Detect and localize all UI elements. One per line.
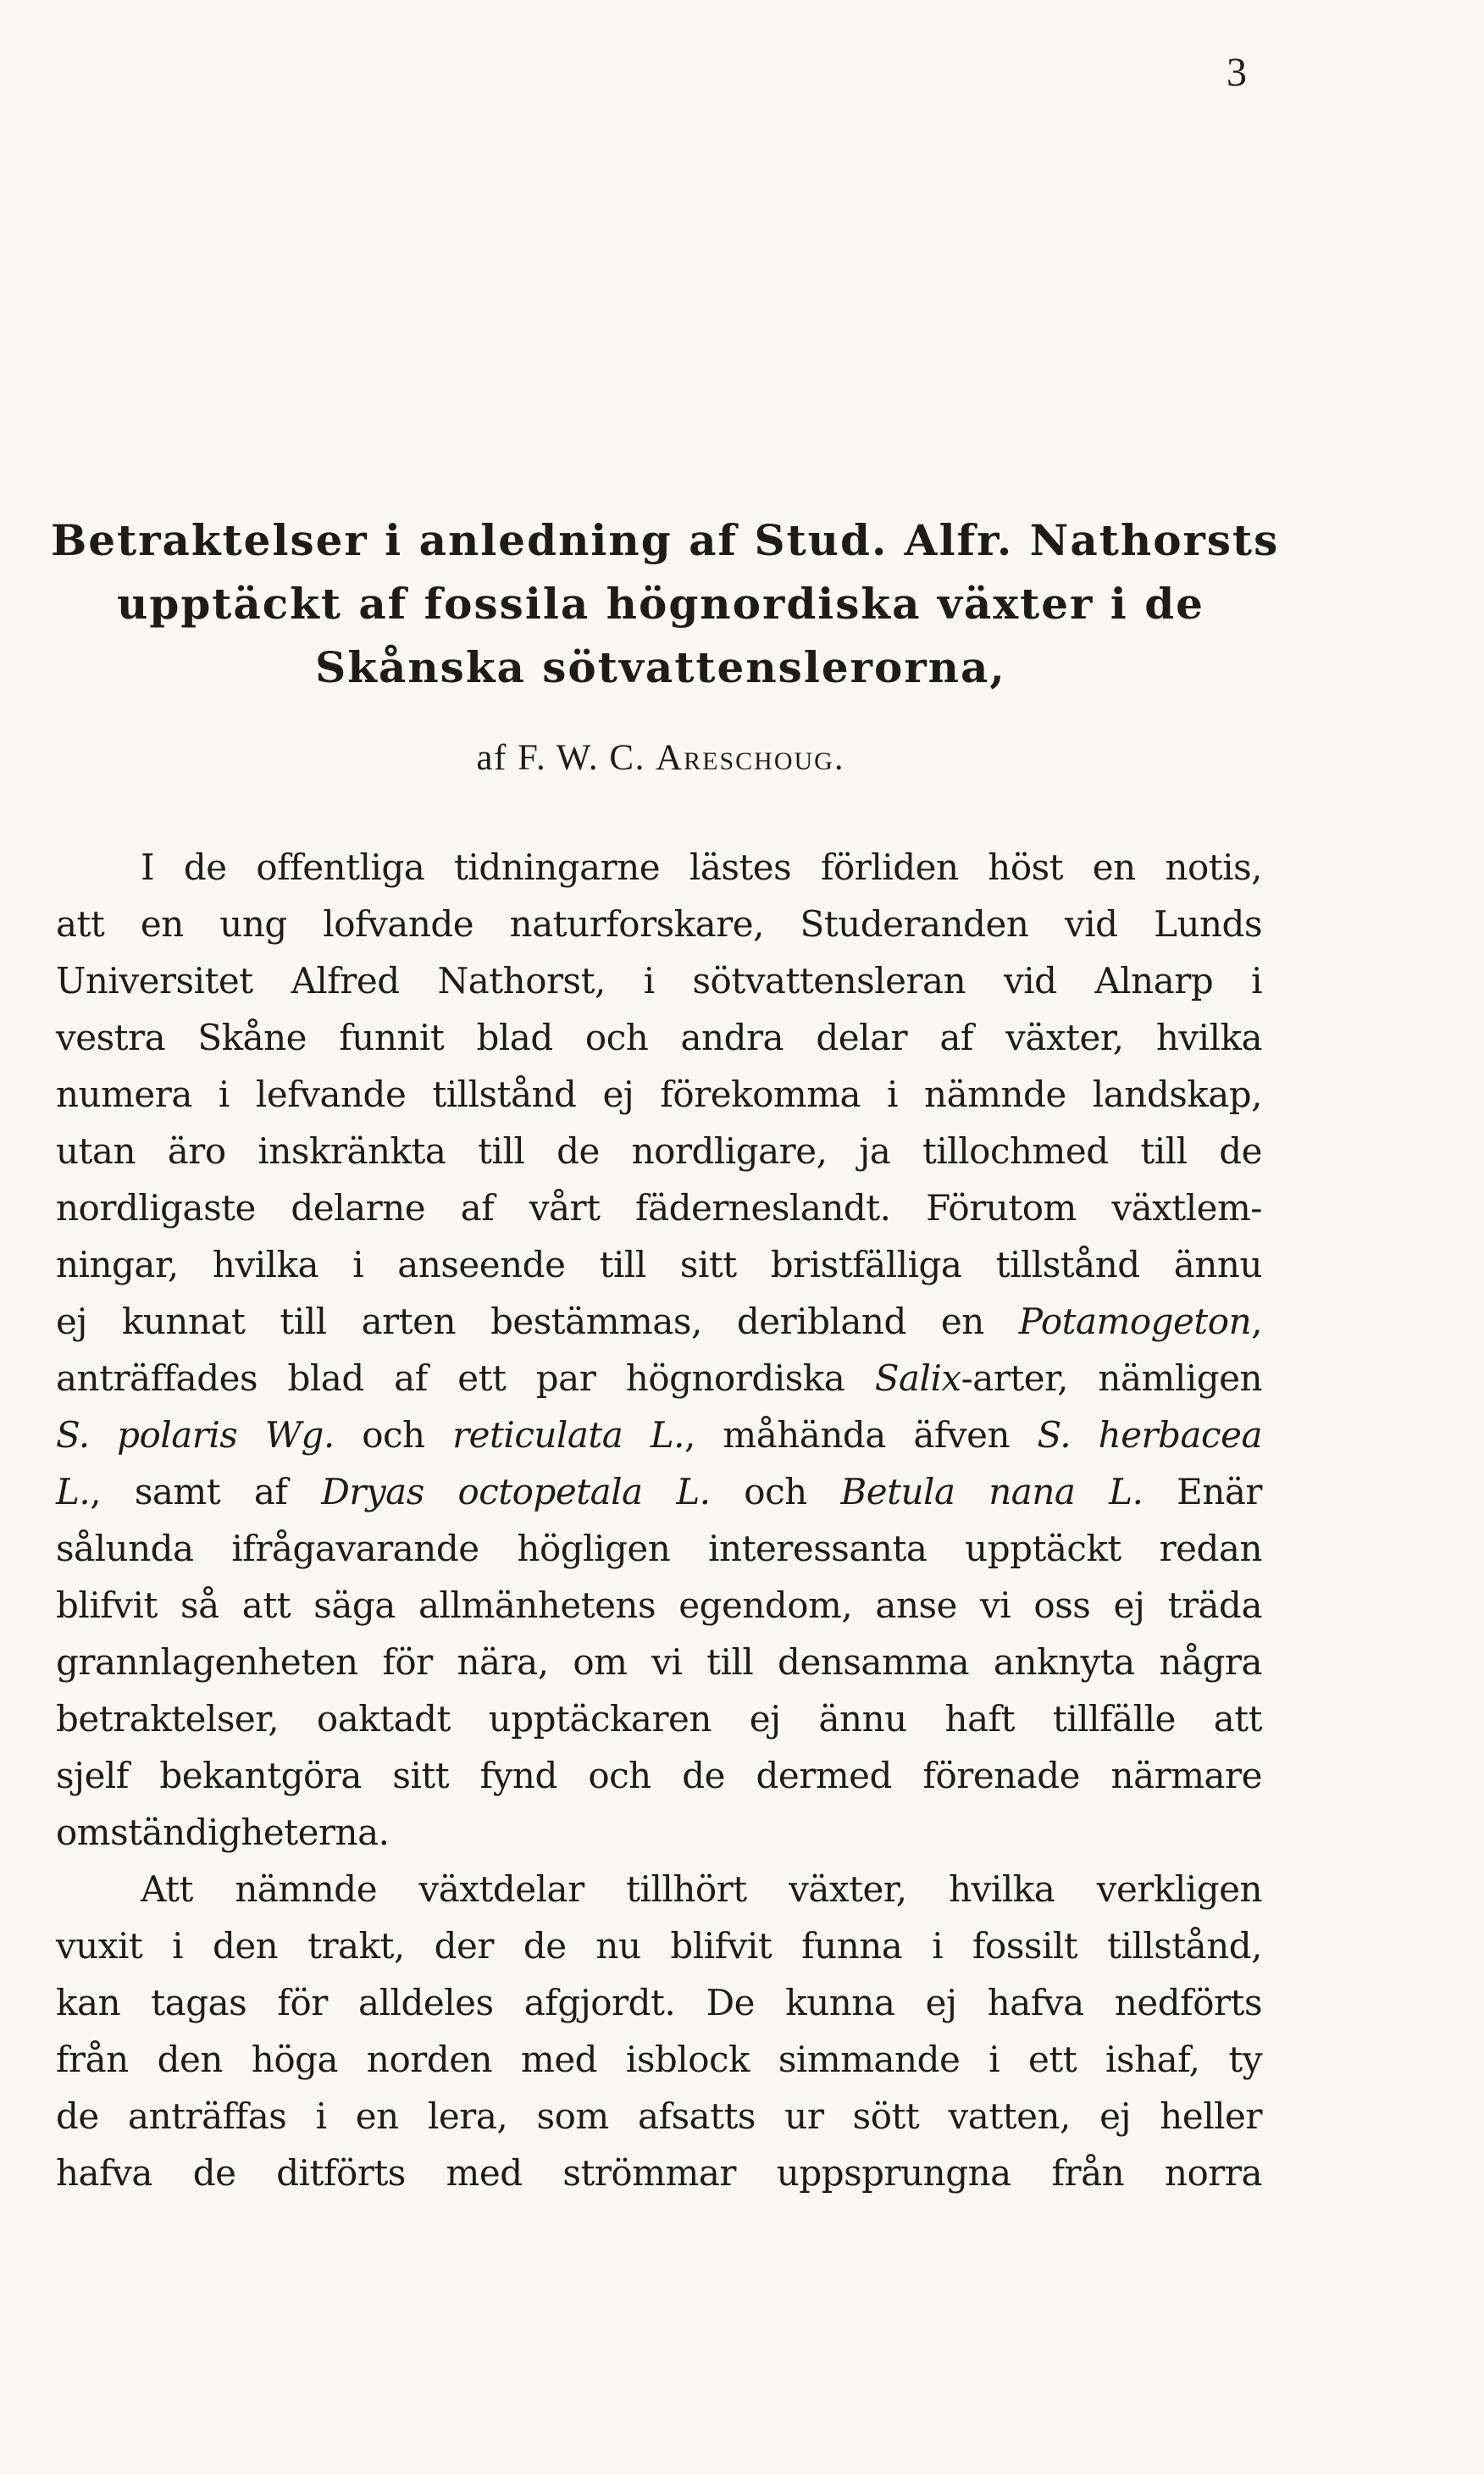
- title-line-3: Skånska sötvattenslerorna,: [315, 642, 1006, 692]
- title-line-1: Betraktelser i anledning af Stud. Alfr. Nathorsts: [51, 515, 1280, 565]
- author-prefix: af F. W. C.: [476, 738, 645, 778]
- text-run: ,: [1251, 1301, 1262, 1342]
- text-line: sålunda ifrågavarande högligen interessanta upptäckt redan: [56, 1528, 1262, 1569]
- text-line: de anträffas i en lera, som afsatts ur sött vatten, ej heller: [56, 2095, 1262, 2137]
- text-run: Enär: [1143, 1471, 1262, 1512]
- text-line: att en ung lofvande naturforskare, Studeranden vid Lunds: [56, 903, 1262, 945]
- text-run: ej kunnat till arten bestämmas, deribland en: [56, 1301, 1019, 1342]
- species-name: S. polaris Wg.: [56, 1414, 335, 1456]
- text-run: , samt af: [90, 1471, 322, 1512]
- text-line: från den höga norden med isblock simmande i ett ishaf, ty: [56, 2039, 1262, 2080]
- text-line: blifvit så att säga allmänhetens egendom, anse vi oss ej träda: [56, 1584, 1262, 1626]
- species-name: Salix: [874, 1357, 961, 1399]
- text-line: [56, 1350, 1262, 1407]
- text-line: sjelf bekantgöra sitt fynd och de dermed förenade närmare: [56, 1755, 1262, 1796]
- text-line: nordligaste delarne af vårt fäderneslandt. Förutom växtlem-: [56, 1187, 1262, 1229]
- text-line: [56, 1407, 1262, 1463]
- text-run: , måhända äfven: [684, 1414, 1038, 1456]
- text-line: utan äro inskränkta till de nordligare, ja tillochmed till de: [56, 1130, 1262, 1172]
- title-line-2: upptäckt af fossila högnordiska växter i de: [117, 579, 1204, 629]
- text-line: Universitet Alfred Nathorst, i sötvattensleran vid Alnarp i: [56, 960, 1262, 1002]
- text-line: grannlagenheten för nära, om vi till densamma anknyta några: [56, 1641, 1262, 1683]
- text-line: hafva de ditförts med strömmar uppsprungna från norra: [56, 2152, 1262, 2194]
- text-run: anträffades blad af ett par högnordiska: [56, 1357, 875, 1399]
- species-name: Potamogeton: [1018, 1301, 1252, 1342]
- text-line: vuxit i den trakt, der de nu blifvit funna i fossilt tillstånd,: [56, 1925, 1262, 1967]
- article-title: [51, 508, 1280, 699]
- text-line: I de offentliga tidningarne lästes förliden höst en notis,: [141, 846, 1262, 888]
- species-name: reticulata L.: [452, 1414, 685, 1456]
- text-line: Att nämnde växtdelar tillhört växter, hvilka verkligen: [141, 1868, 1262, 1910]
- author-line: [51, 737, 1271, 779]
- text-run: -arter, nämligen: [961, 1357, 1262, 1399]
- text-line: numera i lefvande tillstånd ej förekomma i nämnde landskap,: [56, 1074, 1262, 1115]
- text-line: kan tagas för alldeles afgjordt. De kunna ej hafva nedförts: [56, 1982, 1262, 2023]
- page-number: 3: [1227, 50, 1247, 95]
- text-run: och: [334, 1414, 453, 1456]
- species-name: Betula nana L.: [840, 1471, 1143, 1512]
- body-text: [56, 839, 1262, 2201]
- text-line: ningar, hvilka i anseende till sitt bristfälliga tillstånd ännu: [56, 1244, 1262, 1285]
- species-name: L.: [56, 1471, 91, 1512]
- species-name: Dryas octopetala L.: [321, 1471, 711, 1512]
- text-line: betraktelser, oaktadt upptäckaren ej ännu haft tillfälle att: [56, 1698, 1262, 1740]
- species-name: S. herbacea: [1037, 1414, 1262, 1456]
- text-line: vestra Skåne funnit blad och andra delar af växter, hvilka: [56, 1017, 1262, 1058]
- text-line: [56, 1463, 1262, 1520]
- text-line: [56, 1293, 1262, 1350]
- text-run: och: [710, 1471, 841, 1512]
- author-name: Areschoug.: [656, 738, 845, 778]
- text-line: omständigheterna.: [56, 1812, 390, 1853]
